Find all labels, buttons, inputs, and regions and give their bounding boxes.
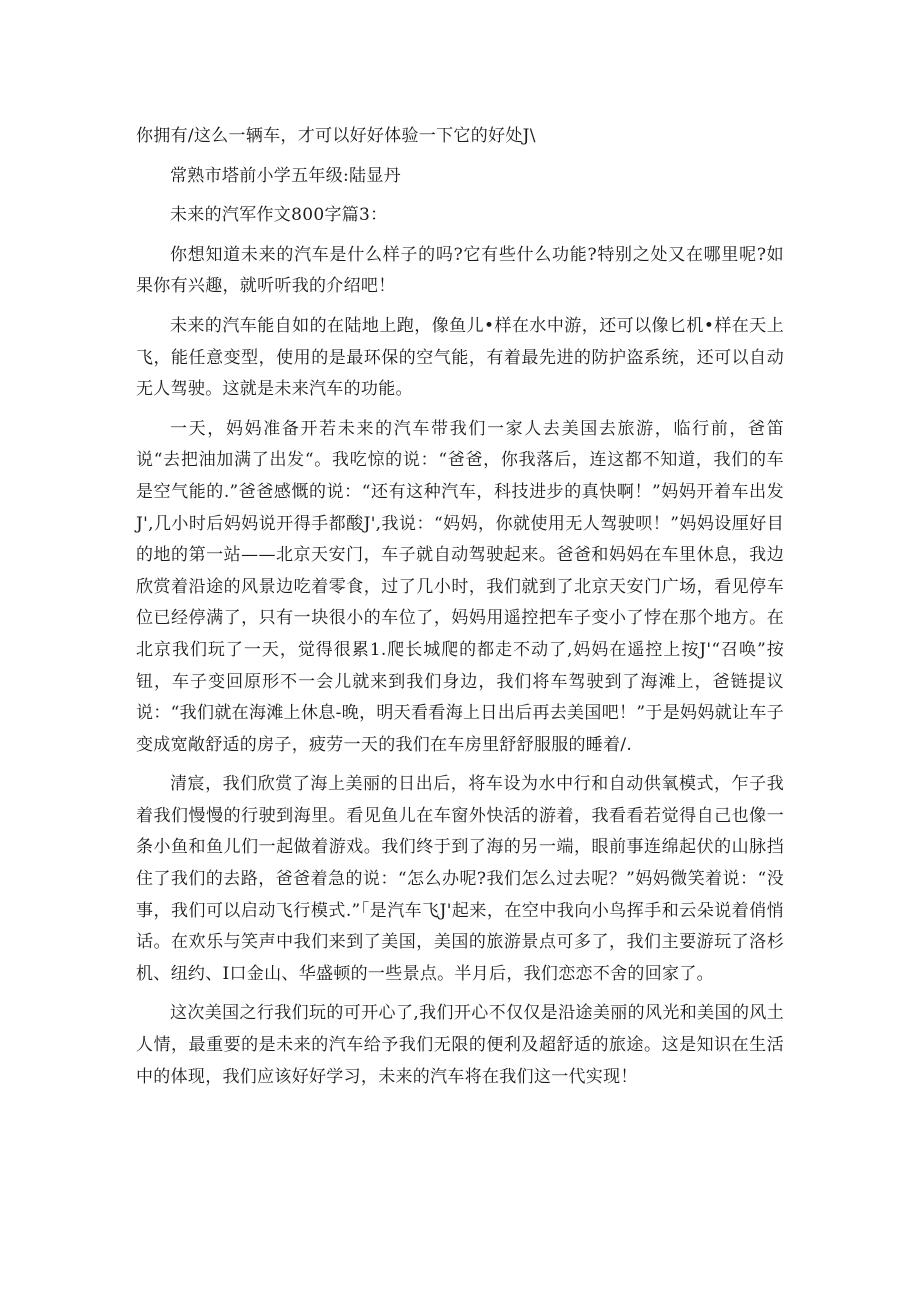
author-line: 常熟市塔前小学五年级:陆显丹 [170,165,401,186]
paragraph-trip-beijing: 一天，妈妈准备开若未来的汽车带我们一家人去美国去旅游，临行前，爸笛说“去把油加满了出发“。我吃惊的说：“爸爸，你我落后，连这都不知道，我们的车是空气能的.”爸爸感慨的说：“还有这种汽车，科技进步的真快啊！”妈妈开着车出发J',几小时后妈妈说开得手都酸J',我说：“妈妈，你就使用无人驾驶呗！”妈妈设厘好目的地的第一站——北京天安门，车子就自动驾驶起来。爸爸和妈妈在车里休息，我边欣赏着沿途的风景边吃着零食，过了几小时，我们就到了北京天安门广场，看见停车位已经停满了，只有一块很小的车位了，妈妈用遥控把车子变小了悖在那个地方。在北京我们玩了一天，觉得很累1.爬长城爬的都走不动了,妈妈在遥控上按J'“召唤”按钮，车子变回原形不一会儿就来到我们身边，我们将车驾驶到了海滩上，爸链提议说：“我们就在海滩上休息-晚，明天看看海上日出后再去美国吧！”于是妈妈就让车子变成宽敞舒适的房子，疲劳一天的我们在车房里舒舒服服的睡着/. [136,418,784,755]
document-body [136,121,784,1101]
paragraph-trip-sea-america: 清宸，我们欣赏了海上美丽的日出后，将车设为水中行和自动供氧模式，乍子我着我们慢慢的行驶到海里。看见鱼儿在车窗外快活的游着，我看看若觉得自己也像一条小鱼和鱼儿们一起做着游戏。我们终于到了海的另一端，眼前事连绵起伏的山脉挡住了我们的去路，爸爸着急的说：“怎么办呢?我们怎么过去呢？”妈妈微笑着说：“没事，我们可以启动飞行模式.”「是汽车飞J'起来，在空中我向小鸟挥手和云朵说着俏悄话。在欢乐与笑声中我们来到了美国，美国的旅游景点可多了，我们主要游玩了洛杉机、纽约、I口金山、华盛顿的一些景点。半月后，我们恋恋不舍的回家了。 [136,774,784,984]
paragraph-intro: 你想知道未来的汽车是什么样子的吗?它有些什么功能?特别之处又在哪里呢?如果你有兴趣，就听听我的介绍吧！ [136,244,784,297]
section-title: 未来的汽军作文800字篇3： [170,205,388,226]
opening-line: 你拥有/这么一辆车，才可以好好体验一下它的好处J\ [136,126,536,146]
paragraph-conclusion: 这次美国之行我们玩的可开心了,我们开心不仅仅是沿途美丽的风光和美国的风土人情，最重要的是未来的汽车给予我们无限的便利及超舒适的旅途。这是知识在生活中的体现，我们应该好好学习，未来的汽车将在我们这一代实现！ [136,1003,784,1087]
paragraph-features: 未来的汽车能自如的在陆地上跑，像鱼儿•样在水中游，还可以像匕机•样在天上飞，能任意变型，使用的是最环保的空气能，有着最先进的防护盗系统，还可以自动无人驾驶。这就是未来汽车的功能。 [136,315,784,400]
